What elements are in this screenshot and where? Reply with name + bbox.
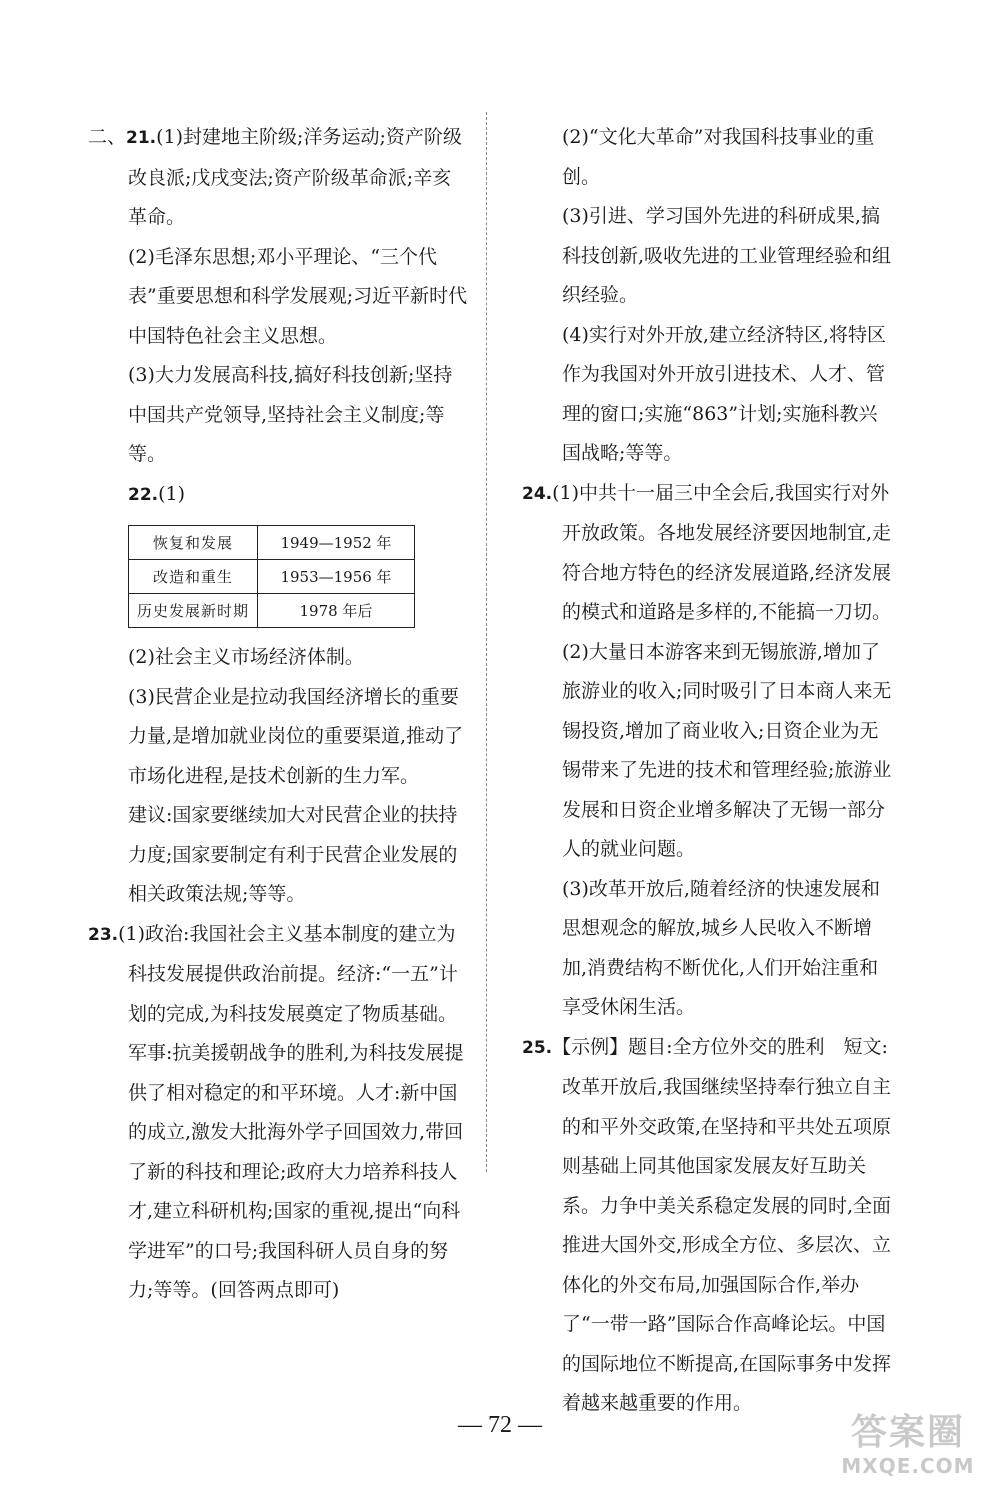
q22-part3: (3)民营企业是拉动我国经济增长的重要力量,是增加就业岗位的重要渠道,推动了市场化进程,是技术创新的生力军。 bbox=[128, 685, 464, 787]
q24-part2: (2)大量日本游客来到无锡旅游,增加了旅游业的收入;同时吸引了日本商人来无锡投资,增加了商业收入;日资企业为无锡带来了先进的技术和管理经验;旅游业发展和日资企业增多解决了无锡一部分人的就业问题。 bbox=[562, 640, 892, 860]
table-row bbox=[129, 526, 415, 560]
watermark-site: MXQE.COM bbox=[841, 1454, 975, 1478]
q25-text: 【示例】题目:全方位外交的胜利 短文:改革开放后,我国继续坚持奉行独立自主的和平外交政策,在坚持和平共处五项原则基础上同其他国家发展友好互助关系。力争中美关系稳定发展的同时,全面推进大国外交,形成全方位、多层次、立体化的外交布局,加强国际合作,举办了“一带一路”国际合作高峰论坛。中国的国际地位不断提高,在国际事务中发挥着越来越重要的作用。 bbox=[552, 1035, 892, 1414]
column-divider bbox=[486, 112, 487, 1172]
table-cell-stage: 恢复和发展 bbox=[129, 526, 258, 560]
right-column bbox=[522, 118, 892, 1424]
q24-part1 bbox=[522, 474, 892, 633]
table-cell-years: 1953—1956 年 bbox=[258, 560, 415, 594]
q22-suggestion: 建议:国家要继续加大对民营企业的扶持力度;国家要制定有利于民营企业发展的相关政策法规;等等。 bbox=[128, 804, 458, 905]
table-row bbox=[129, 594, 415, 628]
q21-part1-text: (1)封建地主阶级;洋务运动;资产阶级改良派;戊戌变法;资产阶级革命派;辛亥革命。 bbox=[128, 126, 462, 228]
q21-number: 21. bbox=[126, 128, 157, 148]
q24-part1-text: (1)中共十一届三中全会后,我国实行对外开放政策。各地发展经济要因地制宜,走符合地方特色的经济发展道路,经济发展的模式和道路是多样的,不能搞一刀切。 bbox=[552, 481, 892, 623]
q24-part3: (3)改革开放后,随着经济的快速发展和思想观念的解放,城乡人民收入不断增加,消费结构不断优化,人们开始注重和享受休闲生活。 bbox=[562, 877, 880, 1018]
table-cell-stage: 历史发展新时期 bbox=[129, 594, 258, 628]
q22-part1-label: (1) bbox=[158, 482, 186, 505]
q23-part1-text: (1)政治:我国社会主义基本制度的建立为科技发展提供政治前提。经济:“一五”计划的完成,为科技发展奠定了物质基础。军事:抗美援朝战争的胜利,为科技发展提供了相对稳定的和平环境。人才:新中国的成立,激发大批海外学子回国效力,带回了新的科技和理论;政府大力培养科技人才,建立科研机构;国家的重视,提出“向科学进军”的口号;我国科研人员自身的努力;等等。(回答两点即可) bbox=[118, 922, 464, 1301]
q24-number: 24. bbox=[522, 483, 553, 504]
q21-part3: (3)大力发展高科技,搞好科技创新;坚持中国共产党领导,坚持社会主义制度;等等。 bbox=[128, 364, 453, 465]
section-label: 二、 bbox=[88, 126, 127, 148]
page-number: — 72 — bbox=[458, 1412, 542, 1438]
table-cell-years: 1978 年后 bbox=[258, 594, 415, 628]
q21-part1 bbox=[88, 118, 470, 238]
q22-number: 22. bbox=[128, 484, 159, 505]
q23-part2: (2)“文化大革命”对我国科技事业的重创。 bbox=[562, 126, 875, 188]
q25-answer bbox=[522, 1028, 892, 1424]
q23-part3: (3)引进、学习国外先进的科研成果,搞科技创新,吸收先进的工业管理经验和组织经验。 bbox=[562, 205, 892, 306]
q21-part2: (2)毛泽东思想;邓小平理论、“三个代表”重要思想和科学发展观;习近平新时代中国特色社会主义思想。 bbox=[128, 245, 468, 347]
q23-part4: (4)实行对外开放,建立经济特区,将特区作为我国对外开放引进技术、人才、管理的窗口;实施“863”计划;实施科教兴国战略;等等。 bbox=[562, 323, 886, 464]
q25-number: 25. bbox=[522, 1037, 553, 1058]
q23-number: 23. bbox=[88, 924, 119, 945]
q22-header bbox=[88, 475, 470, 516]
left-column bbox=[88, 118, 470, 1311]
table-cell-years: 1949—1952 年 bbox=[258, 526, 415, 560]
q22-part2: (2)社会主义市场经济体制。 bbox=[128, 646, 364, 668]
q23-part1 bbox=[88, 915, 470, 1311]
table-cell-stage: 改造和重生 bbox=[129, 560, 258, 594]
table-row bbox=[129, 560, 415, 594]
periods-table bbox=[128, 525, 415, 628]
watermark-logo: 答案圈 bbox=[850, 1412, 965, 1453]
watermark bbox=[828, 1412, 988, 1478]
